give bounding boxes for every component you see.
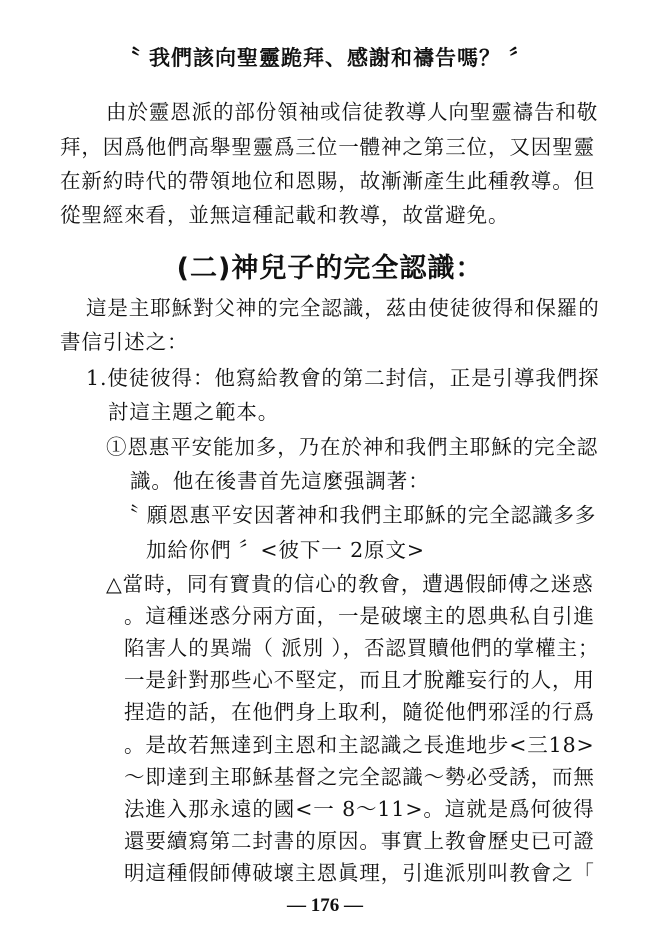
sub-point-1-line-1: ①恩惠平安能加多，乃在於神和我們主耶穌的完全認 — [106, 435, 599, 459]
intro-line-3: 在新約時代的帶領地位和恩賜，故漸漸產生此種敎導。但 — [60, 169, 595, 193]
quote-line-2: 加給你們 〞<彼下一 2原文> — [146, 538, 425, 562]
triangle-line-2: 。這種迷惑分兩方面，一是破壞主的恩典私自引進 — [124, 604, 595, 628]
triangle-line-3: 陷害人的異端（ 派別 ），否認買贖他們的掌權主； — [124, 636, 600, 660]
intro-line-2: 拜，因爲他們高舉聖靈爲三位一體神之第三位，又因聖靈 — [60, 135, 595, 159]
page-number: — 176 — — [287, 895, 363, 916]
triangle-line-7: ～即達到主耶穌基督之完全認識～勢必受誘，而無 — [124, 765, 595, 789]
triangle-line-6: 。是故若無達到主恩和主認識之長進地步<三18> — [124, 733, 595, 757]
quote-line-1: 〝 願恩惠平安因著神和我們主耶穌的完全認識多多 — [118, 503, 597, 527]
triangle-line-10: 明這種假師傅破壞主恩眞理，引進派別叫教會之「 — [124, 861, 595, 885]
triangle-line-8: 法進入那永遠的國<一 8～11>。這就是爲何彼得 — [124, 797, 595, 821]
triangle-line-9: 還要續寫第二封書的原因。事實上教會歷史已可證 — [124, 829, 595, 853]
triangle-line-1: △當時，同有寶貴的信心的敎會，遭遇假師傅之迷惑 — [106, 572, 594, 596]
section-intro-line-1: 這是主耶穌對父神的完全認識，茲由使徒彼得和保羅的 — [86, 296, 600, 320]
section-heading: (二)神兒子的完全認識： — [176, 253, 484, 284]
sub-point-1-line-2: 識。他在後書首先這麼强調著： — [130, 469, 430, 493]
triangle-line-4: 一是針對那些心不堅定，而且才脫離妄行的人，用 — [124, 668, 595, 692]
item-1-line-2: 討這主題之範本。 — [108, 400, 280, 424]
question-heading: 〝 我們該向聖靈跪拜、感謝和禱告嗎？ 〞 — [118, 46, 532, 70]
intro-line-4: 從聖經來看，並無這種記載和教導，故當避免。 — [60, 203, 510, 227]
section-intro-line-2: 書信引述之： — [60, 330, 189, 354]
item-1-line-1: 1.使徒彼得：他寫給教會的第二封信，正是引導我們探 — [86, 366, 600, 390]
intro-line-1: 由於靈恩派的部份領袖或信徒教導人向聖靈禱告和敬 — [106, 100, 599, 124]
triangle-line-5: 捏造的話，在他們身上取利，隨從他們邪淫的行爲 — [124, 700, 595, 724]
